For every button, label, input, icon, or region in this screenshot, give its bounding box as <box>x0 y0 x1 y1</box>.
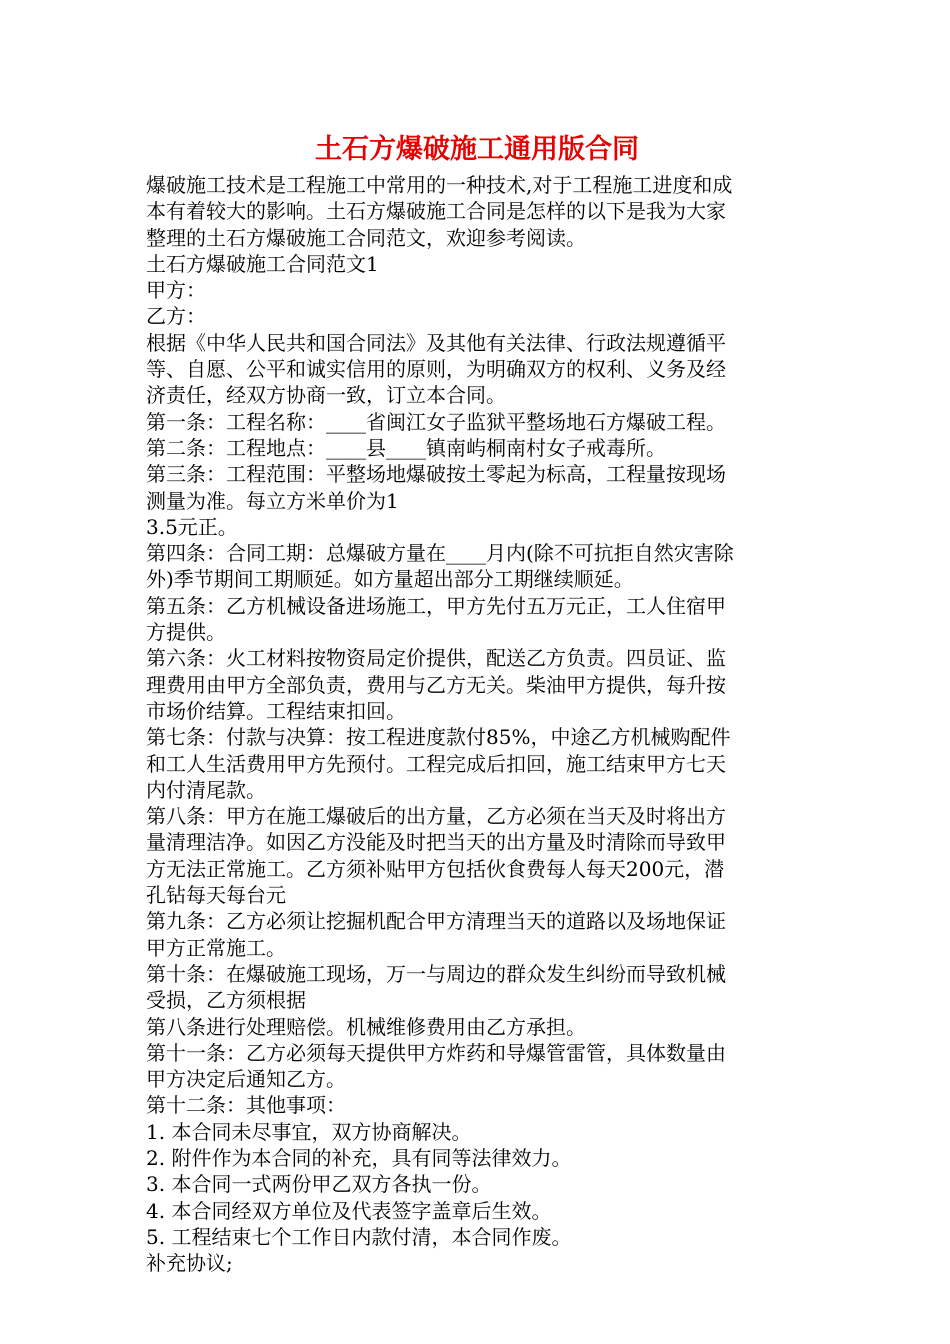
body-line: 第一条：工程名称：____省闽江女子监狱平整场地石方爆破工程。 <box>146 409 726 434</box>
body-line: 第四条：合同工期：总爆破方量在____月内(除不可抗拒自然灾害除 <box>146 541 734 566</box>
body-line: 方提供。 <box>146 620 226 645</box>
body-line: 甲方决定后通知乙方。 <box>146 1067 346 1092</box>
body-line: 甲方正常施工。 <box>146 935 286 960</box>
body-line: 3. 本合同一式两份甲乙双方各执一份。 <box>146 1172 492 1197</box>
document-page <box>146 128 808 1276</box>
body-line: 第十二条：其他事项： <box>146 1093 346 1118</box>
body-line: 等、自愿、公平和诚实信用的原则，为明确双方的权利、义务及经 <box>146 357 726 382</box>
body-line: 市场价结算。工程结束扣回。 <box>146 698 406 723</box>
body-line: 外)季节期间工期顺延。如方量超出部分工期继续顺延。 <box>146 567 634 592</box>
body-line: 第十一条：乙方必须每天提供甲方炸药和导爆管雷管，具体数量由 <box>146 1040 726 1065</box>
body-line: 2. 附件作为本合同的补充，具有同等法律效力。 <box>146 1145 572 1170</box>
body-line: 1. 本合同未尽事宜，双方协商解决。 <box>146 1119 472 1144</box>
body-line: 孔钻每天每台元 <box>146 883 286 908</box>
body-line: 测量为准。每立方米单价为1 <box>146 488 399 513</box>
body-line: 第五条：乙方机械设备进场施工，甲方先付五万元正，工人住宿甲 <box>146 593 726 618</box>
body-line: 第二条：工程地点：____县____镇南屿桐南村女子戒毒所。 <box>146 435 666 460</box>
document-title: 土石方爆破施工通用版合同 <box>315 134 639 165</box>
body-line: 量清理洁净。如因乙方没能及时把当天的出方量及时清除而导致甲 <box>146 830 726 855</box>
document-body <box>146 172 808 1276</box>
body-line: 第八条：甲方在施工爆破后的出方量，乙方必须在当天及时将出方 <box>146 804 726 829</box>
body-line: 土石方爆破施工合同范文1 <box>146 251 379 276</box>
body-line: 乙方： <box>146 304 206 329</box>
body-line: 补充协议; <box>146 1251 233 1276</box>
body-line: 第七条：付款与决算：按工程进度款付85%，中途乙方机械购配件 <box>146 725 731 750</box>
body-line: 第六条：火工材料按物资局定价提供，配送乙方负责。四员证、监 <box>146 646 726 671</box>
body-line: 5. 工程结束七个工作日内款付清，本合同作废。 <box>146 1224 572 1249</box>
body-line: 甲方： <box>146 278 206 303</box>
body-line: 第九条：乙方必须让挖掘机配合甲方清理当天的道路以及场地保证 <box>146 909 726 934</box>
body-line: 方无法正常施工。乙方须补贴甲方包括伙食费每人每天200元，潜 <box>146 856 725 881</box>
body-line: 4. 本合同经双方单位及代表签字盖章后生效。 <box>146 1198 552 1223</box>
body-line: 内付清尾款。 <box>146 777 266 802</box>
body-line: 和工人生活费用甲方先预付。工程完成后扣回，施工结束甲方七天 <box>146 751 726 776</box>
body-line: 本有着较大的影响。土石方爆破施工合同是怎样的以下是我为大家 <box>146 199 726 224</box>
body-line: 第十条：在爆破施工现场，万一与周边的群众发生纠纷而导致机械 <box>146 961 726 986</box>
body-line: 第三条：工程范围：平整场地爆破按土零起为标高，工程量按现场 <box>146 462 726 487</box>
body-line: 第八条进行处理赔偿。机械维修费用由乙方承担。 <box>146 1014 586 1039</box>
body-line: 整理的土石方爆破施工合同范文，欢迎参考阅读。 <box>146 225 586 250</box>
body-line: 根据《中华人民共和国合同法》及其他有关法律、行政法规遵循平 <box>146 330 726 355</box>
body-line: 受损，乙方须根据 <box>146 988 306 1013</box>
body-line: 爆破施工技术是工程施工中常用的一种技术,对于工程施工进度和成 <box>146 173 733 197</box>
body-line: 理费用由甲方全部负责，费用与乙方无关。柴油甲方提供，每升按 <box>146 672 726 697</box>
body-line: 济责任，经双方协商一致，订立本合同。 <box>146 383 506 408</box>
body-line: 3.5元正。 <box>146 514 238 539</box>
